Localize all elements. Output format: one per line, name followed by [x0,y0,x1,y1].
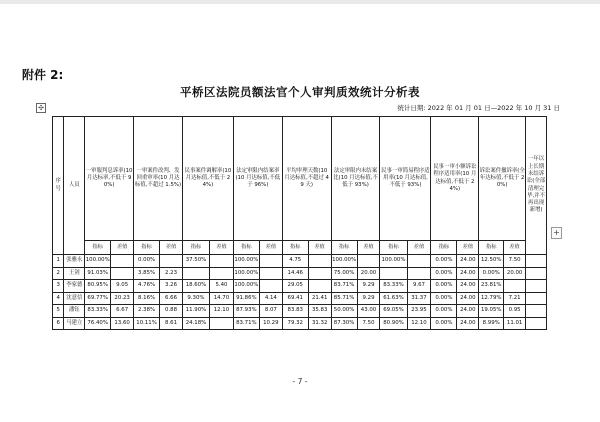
score-cell: 7.21 [504,292,526,305]
row-person-name: 王剑 [64,267,85,280]
row-person-name: 李家德 [64,280,85,293]
index-cell: 61.63% [380,292,407,305]
header-appeal-acceptance: 一审服判息诉率(10 月达标率,不低于 90%) [85,117,134,241]
subheader-index: 指标 [479,241,504,255]
statistics-date-range: 统计日期: 2022 年 01 月 01 日—2022 年 10 月 31 日 [397,104,560,112]
index-cell: 80.95% [85,280,111,293]
score-cell [259,280,282,293]
subheader-index: 指标 [233,241,259,255]
subheader-index: 指标 [431,241,457,255]
score-cell: 23.95 [407,305,431,318]
index-cell: 8.16% [134,292,160,305]
index-cell: 91.86% [233,292,259,305]
index-cell: 18.60% [182,280,209,293]
index-cell: 69.77% [85,292,111,305]
index-cell: 69.05% [380,305,407,318]
subheader-score: 差值 [407,241,431,255]
index-cell: 0.00% [431,255,457,268]
index-cell: 9.30% [182,292,209,305]
table-row [53,280,547,293]
header-withdrawal-rate: 诉讼案件撤诉率(全年达标值,不低于 20%) [479,117,526,241]
header-mediation-rate: 民事案件调解率(10 月达标值,不低于 24%) [182,117,233,241]
table-row [53,305,547,318]
index-cell: 0.00% [431,292,457,305]
long-pending-cell [526,255,547,268]
score-cell [209,317,233,330]
subheader-score: 差值 [308,241,331,255]
index-cell: 100.00% [85,255,111,268]
subheader-score: 差值 [457,241,479,255]
header-pending-ratio: 法定审限内未结案比(10 月达标值,不低于 93%) [331,117,380,241]
long-pending-cell [526,267,547,280]
index-cell: 29.05 [282,280,308,293]
header-seq: 序号 [53,117,64,255]
index-cell: 14.46 [282,267,308,280]
index-cell: 11.90% [182,305,209,318]
index-cell [380,267,407,280]
score-cell: 14.70 [209,292,233,305]
score-cell [209,255,233,268]
score-cell: 43.00 [357,305,380,318]
score-cell: 13.60 [111,317,134,330]
score-cell [407,255,431,268]
index-cell: 4.75 [282,255,308,268]
score-cell: 3.26 [160,280,183,293]
header-reversal-rate: 一审案件改判、发回重审率(10 月达标值,不超过 1.5%) [134,117,183,241]
score-cell: 5.40 [209,280,233,293]
long-pending-cell [526,292,547,305]
score-cell: 10.29 [259,317,282,330]
row-seq: 4 [53,292,64,305]
index-cell [182,267,209,280]
index-cell: 83.71% [331,280,357,293]
subheader-score: 差值 [209,241,233,255]
index-cell: 80.90% [380,317,407,330]
score-cell: 24.00 [457,317,479,330]
index-cell: 87.30% [331,317,357,330]
subheader-index: 指标 [85,241,111,255]
index-cell: 0.00% [431,305,457,318]
score-cell: 8.61 [160,317,183,330]
subheader-index: 指标 [182,241,209,255]
index-cell: 0.00% [431,317,457,330]
score-cell [308,267,331,280]
index-cell: 2.38% [134,305,160,318]
subheader-index: 指标 [331,241,357,255]
score-cell: 9.67 [407,280,431,293]
table-body [53,255,547,330]
index-cell: 0.00% [134,255,160,268]
index-cell: 83.71% [233,317,259,330]
score-cell: 9.29 [357,280,380,293]
score-cell [308,280,331,293]
score-cell: 21.41 [308,292,331,305]
subheader-score: 差值 [259,241,282,255]
score-cell: 24.00 [457,255,479,268]
score-cell [111,255,134,268]
row-person-name: 马建立 [64,317,85,330]
index-cell: 23.81% [479,280,504,293]
header-long-pending: 一年以上长期未结诉讼(全部清理完毕,并不再出现新增) [526,117,547,255]
score-cell: 20.23 [111,292,134,305]
index-cell: 100.00% [331,255,357,268]
score-cell: 12.10 [407,317,431,330]
score-cell [259,267,282,280]
score-cell: 31.32 [308,317,331,330]
score-cell: 8.07 [259,305,282,318]
score-cell: 2.23 [160,267,183,280]
row-seq: 2 [53,267,64,280]
judge-quality-stats-table [52,116,547,330]
index-cell: 69.41 [282,292,308,305]
header-person: 人员 [64,117,85,255]
index-cell: 3.85% [134,267,160,280]
page-title: 平桥区法院员额法官个人审判质效统计分析表 [180,85,420,99]
long-pending-cell [526,280,547,293]
long-pending-cell [526,305,547,318]
index-cell: 0.00% [431,267,457,280]
table-row [53,292,547,305]
index-cell: 75.00% [331,267,357,280]
score-cell [160,255,183,268]
row-seq: 6 [53,317,64,330]
attachment-label: 附件 2: [22,68,64,82]
score-cell: 9.29 [357,292,380,305]
index-cell: 10.11% [134,317,160,330]
score-cell: 35.83 [308,305,331,318]
index-cell: 12.79% [479,292,504,305]
index-cell: 12.50% [479,255,504,268]
index-cell: 24.18% [182,317,209,330]
header-summary-procedure: 民事一审简易程序适用率(10 月达标值,不低于 93%) [380,117,431,241]
score-cell: 24.00 [457,267,479,280]
index-cell: 76.40% [85,317,111,330]
subheader-score: 差值 [357,241,380,255]
header-on-time-closure: 法定审限内结案率(10 月达标值,不低于 96%) [233,117,282,241]
score-cell: 6.66 [160,292,183,305]
index-cell: 100.00% [233,255,259,268]
score-cell: 7.50 [357,317,380,330]
subheader-index: 指标 [380,241,407,255]
row-person-name: 张雅永 [64,255,85,268]
long-pending-cell [526,317,547,330]
score-cell: 6.67 [111,305,134,318]
subheader-score: 差值 [504,241,526,255]
score-cell [504,280,526,293]
index-cell: 100.00% [233,280,259,293]
index-cell: 100.00% [380,255,407,268]
table-move-handle-icon[interactable]: ✣ [36,103,46,113]
score-cell [308,255,331,268]
score-cell: 0.95 [504,305,526,318]
index-cell: 8.99% [479,317,504,330]
header-avg-trial-days: 平均审理天数(10 月达标值,不超过 49 天) [282,117,331,241]
subheader-index: 指标 [282,241,308,255]
score-cell [407,267,431,280]
score-cell: 20.00 [504,267,526,280]
score-cell: 0.88 [160,305,183,318]
subheader-score: 差值 [160,241,183,255]
index-cell: 4.76% [134,280,160,293]
score-cell: 24.00 [457,305,479,318]
score-cell: 24.00 [457,292,479,305]
header-small-claims: 民事一审小额诉讼程序适用率(10 月达标值,不低于 24%) [431,117,479,241]
subheader-index: 指标 [134,241,160,255]
index-cell: 91.03% [85,267,111,280]
index-cell: 37.50% [182,255,209,268]
score-cell [357,255,380,268]
index-cell: 83.33% [380,280,407,293]
score-cell [259,255,282,268]
index-cell: 19.05% [479,305,504,318]
index-cell: 83.33% [85,305,111,318]
index-cell: 87.93% [233,305,259,318]
table-row [53,267,547,280]
index-cell: 100.00% [233,267,259,280]
score-cell: 20.00 [357,267,380,280]
score-cell: 11.01 [504,317,526,330]
score-cell: 31.37 [407,292,431,305]
score-cell: 7.50 [504,255,526,268]
index-cell: 0.00% [479,267,504,280]
subheader-score: 差值 [111,241,134,255]
row-seq: 3 [53,280,64,293]
row-person-name: 潘钰 [64,305,85,318]
page-number: - 7 - [292,377,308,386]
score-cell: 24.00 [457,280,479,293]
score-cell [209,267,233,280]
index-cell: 0.00% [431,280,457,293]
index-cell: 85.71% [331,292,357,305]
table-row [53,255,547,268]
row-person-name: 沈意信 [64,292,85,305]
row-seq: 5 [53,305,64,318]
score-cell: 12.10 [209,305,233,318]
expand-toggle-icon[interactable]: + [551,227,562,239]
score-cell: 9.05 [111,280,134,293]
index-cell: 79.32 [282,317,308,330]
score-cell: 4.14 [259,292,282,305]
page-top-shadow [0,0,600,4]
table-row [53,317,547,330]
index-cell: 50.00% [331,305,357,318]
row-seq: 1 [53,255,64,268]
index-cell: 83.83 [282,305,308,318]
score-cell [111,267,134,280]
